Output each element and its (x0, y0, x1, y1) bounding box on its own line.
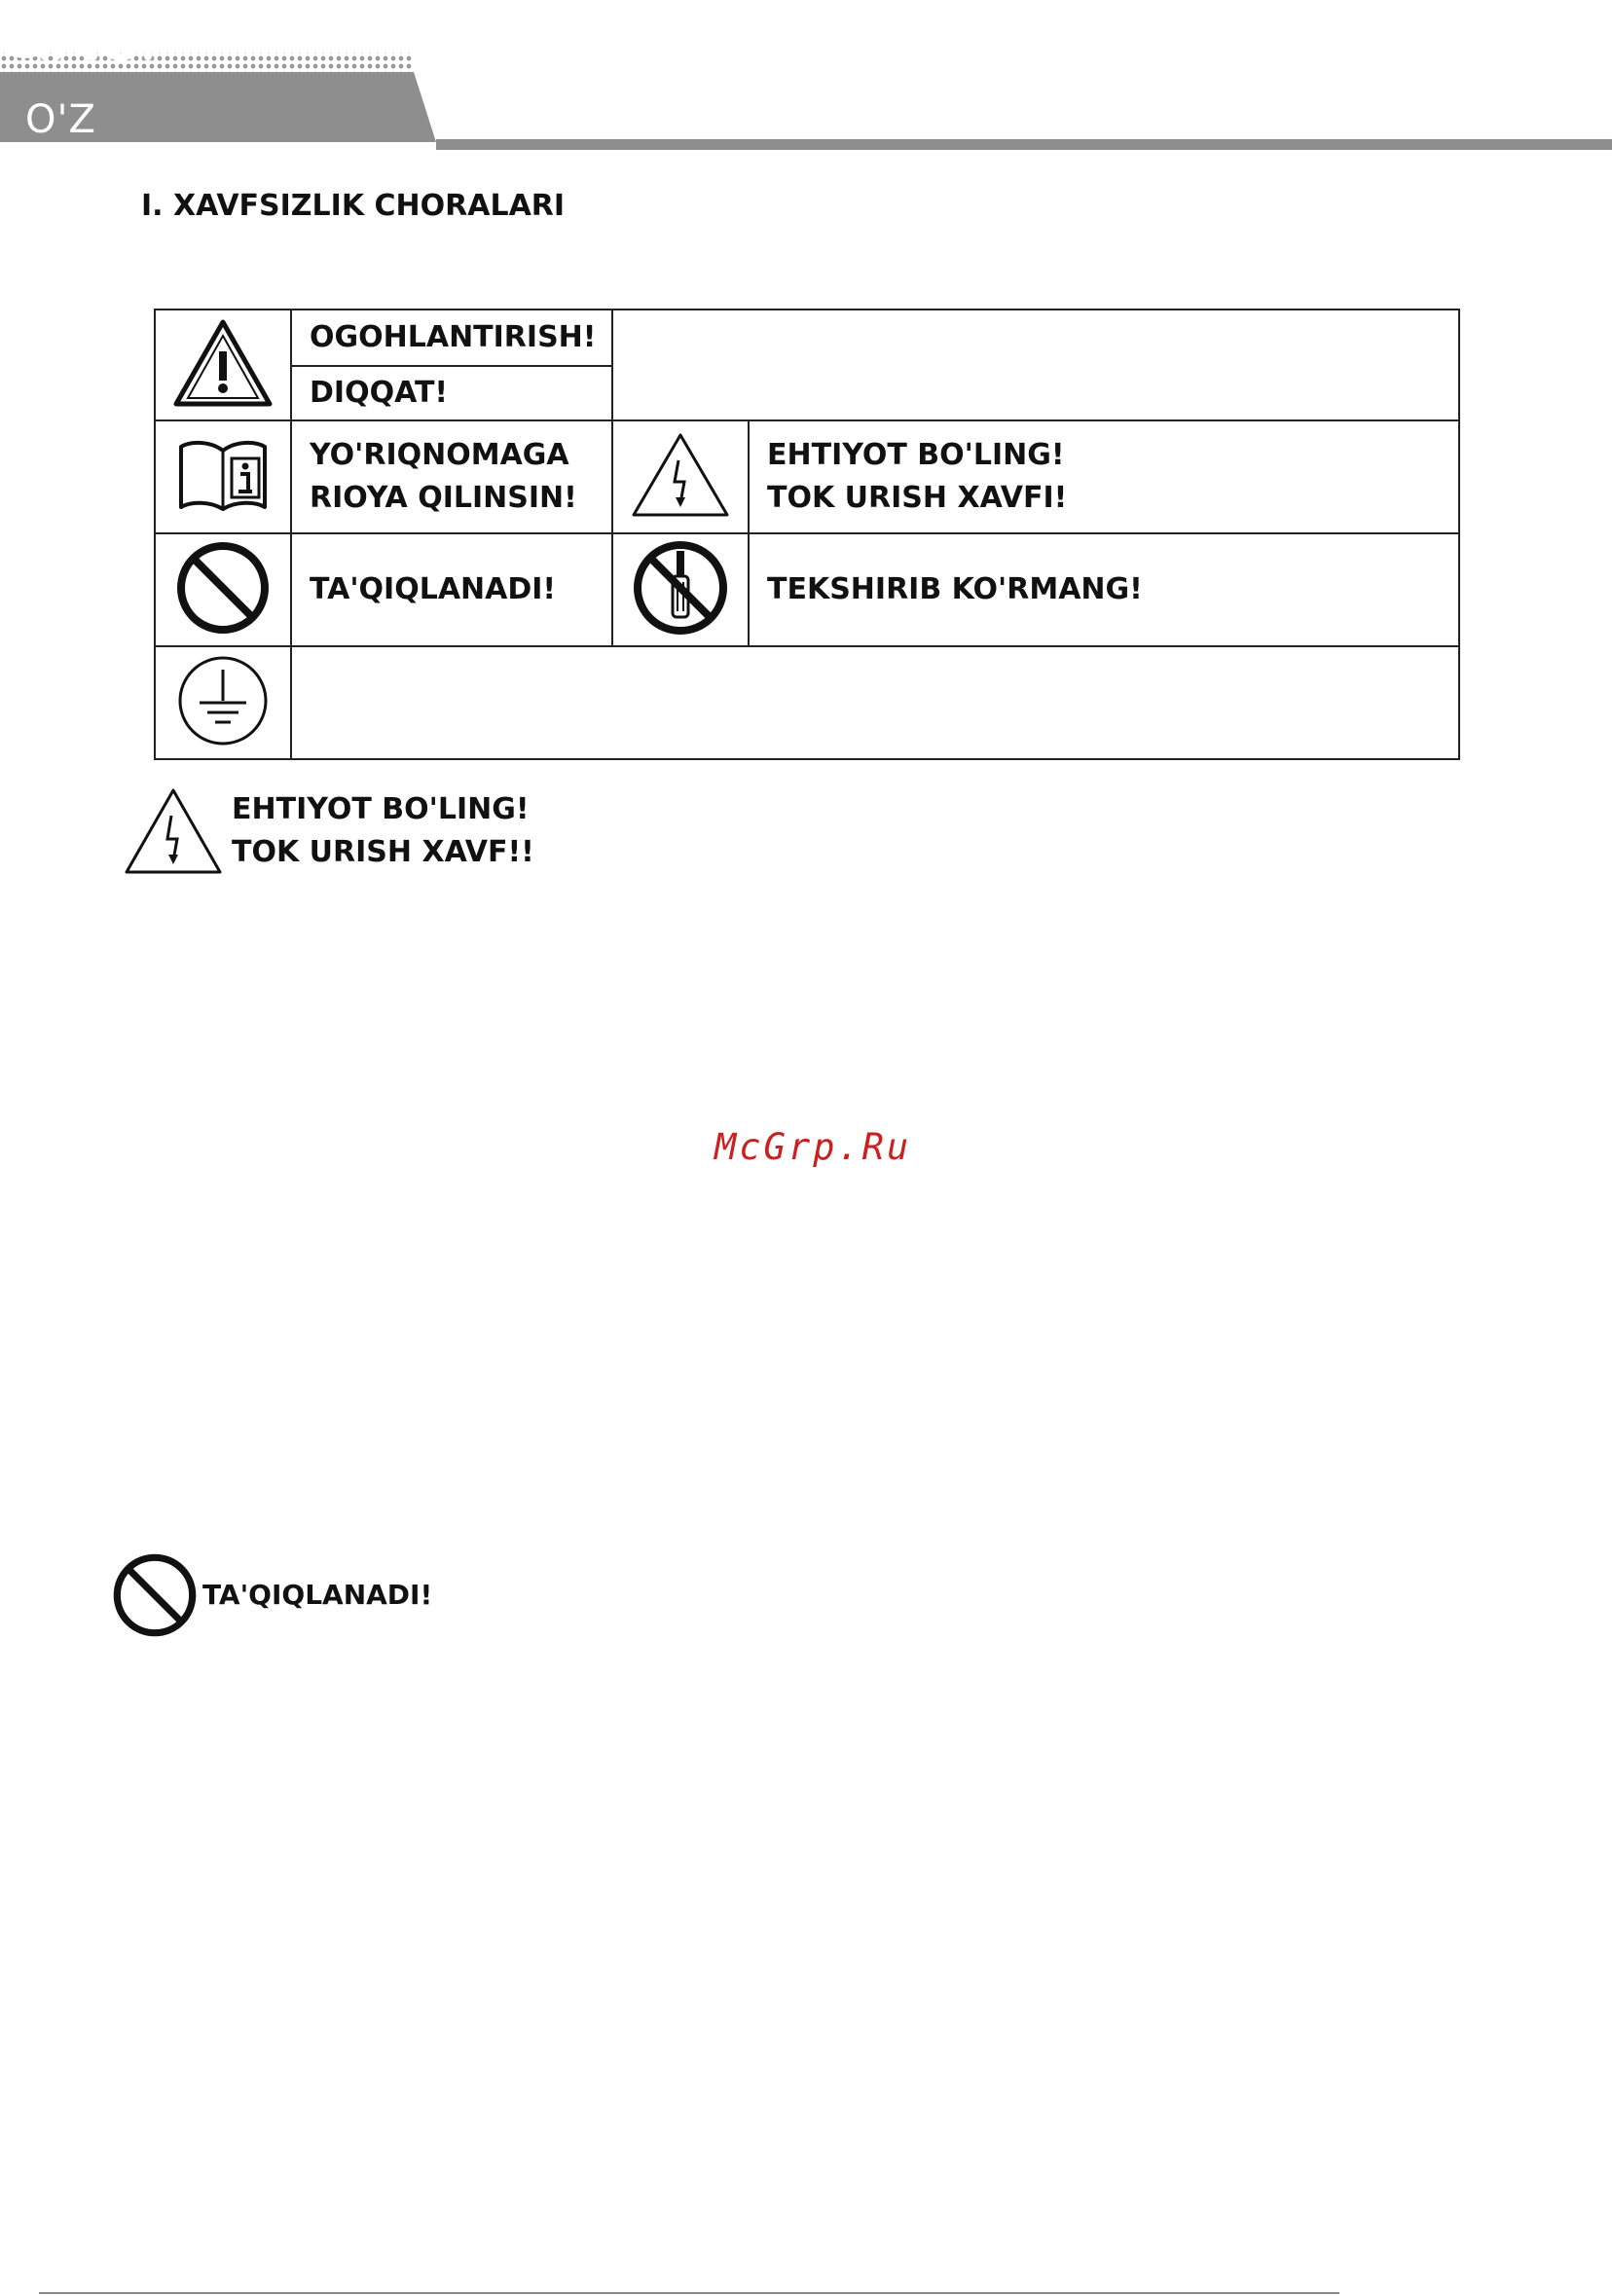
footer-divider (39, 2292, 1339, 2294)
ground-icon (176, 654, 270, 747)
shock-notice-line-2: TOK URISH XAVF!! (232, 835, 534, 869)
shock-line-1: EHTIYOT BO'LING! (767, 438, 1065, 472)
no-screwdriver-icon (632, 539, 729, 637)
manual-line-1: YO'RIQNOMAGA (310, 438, 569, 472)
watermark: McGrp.Ru (714, 1126, 912, 1168)
prohibited-notice-label: TA'QIQLANADI! (202, 1579, 433, 1611)
header-bar (0, 0, 1612, 156)
artel-logo (0, 0, 156, 62)
prohibited-icon-cell (155, 533, 291, 646)
ground-empty-cell (291, 646, 1459, 759)
shock-icon-cell (612, 420, 749, 533)
manual-text (291, 420, 612, 533)
manual-icon-cell (155, 420, 291, 533)
manual-book-icon (177, 437, 269, 513)
electric-shock-icon (630, 431, 731, 519)
prohibited-icon (111, 1551, 199, 1639)
warning-empty-cell (612, 310, 1459, 420)
page-header (0, 0, 1612, 156)
warning-icon-cell (155, 310, 291, 420)
warning-triangle-icon (172, 318, 274, 408)
shock-notice-line-1: EHTIYOT BO'LING! (232, 792, 530, 826)
ground-icon-cell (155, 646, 291, 759)
shock-text (749, 420, 1459, 533)
manual-line-2: RIOYA QILINSIN! (310, 481, 577, 515)
prohibited-notice (111, 1551, 432, 1639)
prohibited-icon (174, 539, 272, 637)
no-disassembly-label: TEKSHIRIB KO'RMANG! (749, 533, 1459, 646)
symbols-table (154, 309, 1460, 760)
shock-notice (123, 786, 534, 876)
section-title: I. XAVFSIZLIK CHORALARI (141, 189, 566, 223)
no-disassembly-icon-cell (612, 533, 749, 646)
caution-label: DIQQAT! (291, 366, 612, 420)
prohibited-label: TA'QIQLANADI! (291, 533, 612, 646)
electric-shock-icon (123, 786, 224, 876)
shock-line-2: TOK URISH XAVFI! (767, 481, 1068, 515)
warning-label: OGOHLANTIRISH! (291, 310, 612, 366)
language-label: O'Z (25, 97, 96, 142)
shock-notice-text (232, 788, 534, 874)
